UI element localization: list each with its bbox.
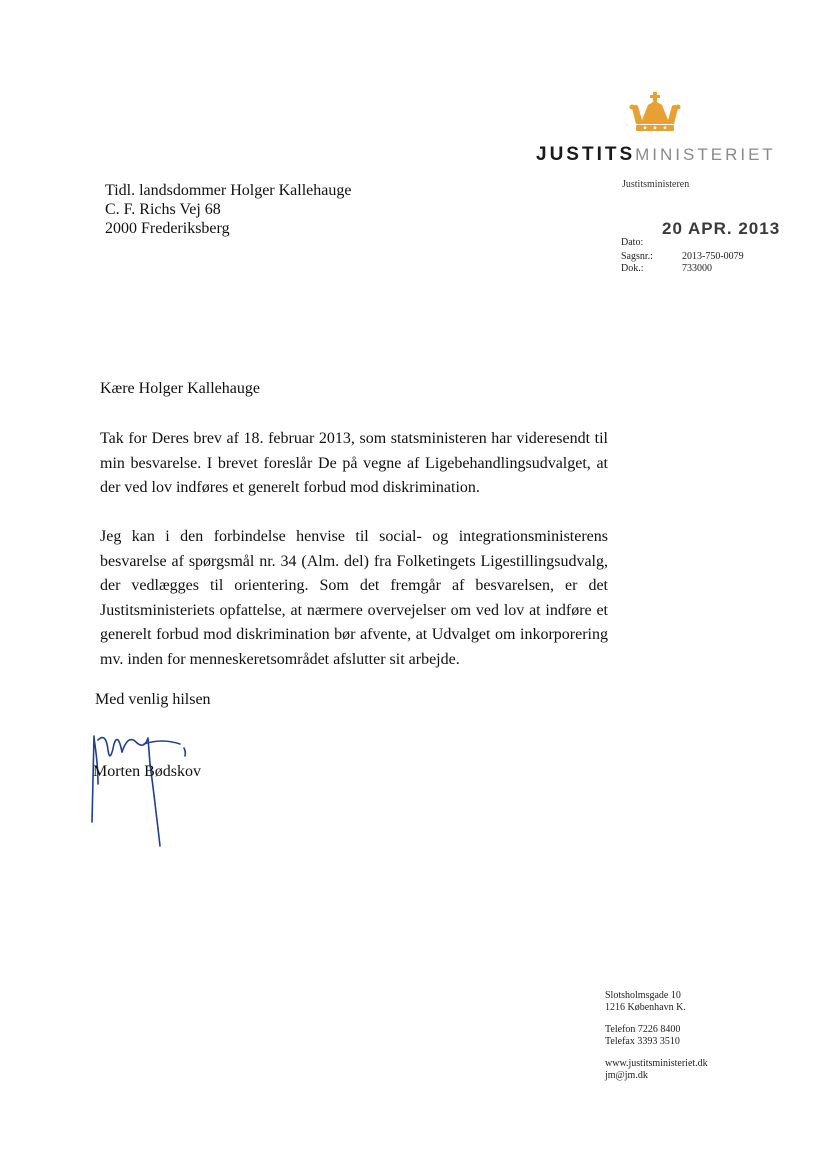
ministry-contact	[605, 990, 708, 1082]
letter-meta	[621, 219, 781, 283]
date-label: Dato:	[621, 237, 644, 248]
website-link[interactable]: www.justitsministeriet.dk	[605, 1058, 708, 1069]
postal-address: 1216 København K.	[605, 1002, 686, 1013]
body-paragraph-1: Tak for Deres brev af 18. februar 2013, som statsministeren har videresendt til min besvarelse. I brevet foreslår De på vegne af Ligebehandlingsudvalget, at der ved lov indføres et generelt forbud mod diskrimination.	[100, 430, 608, 496]
signer-name: Morten Bødskov	[93, 763, 201, 780]
street-address: Slotsholmsgade 10	[605, 990, 681, 1001]
doc-label: Dok.:	[621, 263, 644, 274]
case-label: Sagsnr.:	[621, 251, 653, 262]
case-number: 2013-750-0079	[682, 251, 744, 262]
ministry-wordmark	[536, 144, 776, 166]
ministry-logo	[536, 92, 776, 172]
handwritten-signature	[84, 724, 214, 854]
phone-number: Telefon 7226 8400	[605, 1024, 681, 1035]
recipient-address	[105, 181, 351, 238]
sender-label: Justitsministeren	[622, 179, 690, 190]
recipient-name: Tidl. landsdommer Holger Kallehauge	[105, 182, 352, 199]
recipient-city: 2000 Frederiksberg	[105, 220, 230, 237]
fax-number: Telefax 3393 3510	[605, 1036, 680, 1047]
wordmark-bold: JUSTITS	[536, 144, 636, 165]
crown-icon	[628, 92, 682, 134]
salutation: Kære Holger Kallehauge	[100, 380, 260, 397]
doc-number: 733000	[682, 263, 712, 274]
email-link[interactable]: jm@jm.dk	[605, 1070, 648, 1081]
body-paragraph-2: Jeg kan i den forbindelse henvise til social- og integrationsministerens besvarelse af spørgsmål nr. 34 (Alm. del) fra Folketingets Ligestillingsudvalg, der vedlægges til orientering. Som det fremgår af besvarelsen, er det Justitsministeriets opfattelse, at nærmere overvejelser om ved lov at indføre et generelt forbud mod diskrimination bør afvente, at Udvalget om inkorporering mv. inden for menneskeretsområdet afslutter sit arbejde.	[100, 528, 608, 668]
recipient-street: C. F. Richs Vej 68	[105, 201, 221, 218]
closing: Med venlig hilsen	[95, 691, 211, 708]
wordmark-light: MINISTERIET	[635, 145, 776, 164]
date-stamp: 20 APR. 2013	[662, 219, 781, 238]
